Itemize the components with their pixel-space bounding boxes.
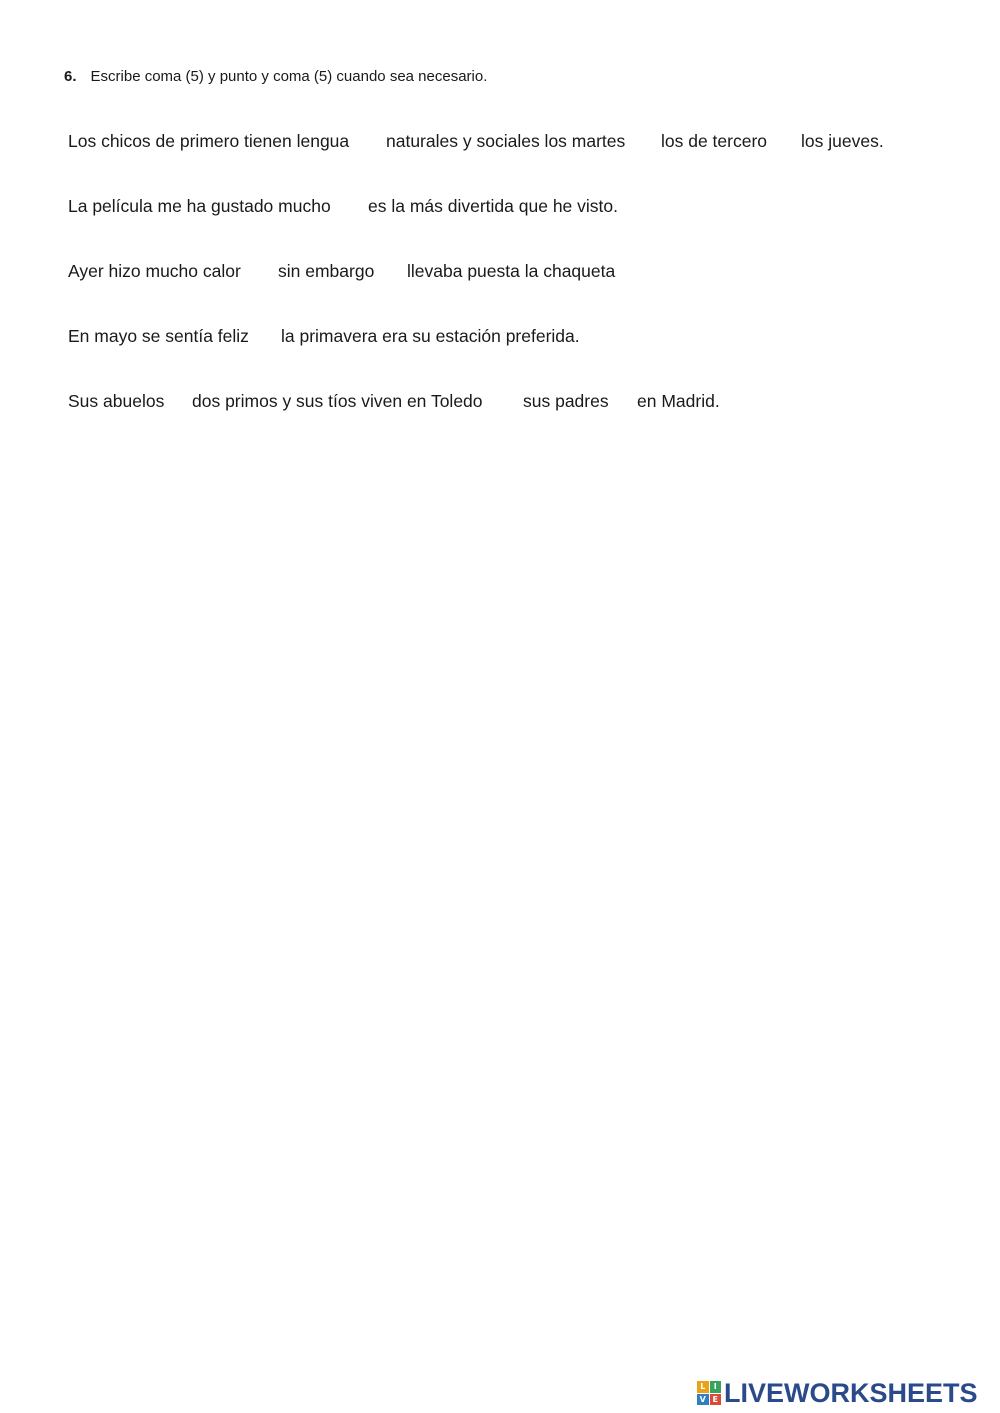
punctuation-blank[interactable] (254, 260, 276, 282)
sentence-segment: La película me ha gustado mucho (68, 196, 331, 216)
sentence-segment: la primavera era su estación preferida. (281, 326, 580, 346)
sentence-5 (68, 388, 968, 414)
punctuation-blank[interactable] (499, 390, 521, 412)
sentence-segment: sus padres (523, 391, 609, 411)
instruction (64, 66, 487, 88)
sentence-segment: Ayer hizo mucho calor (68, 261, 241, 281)
logo-letter: L (697, 1381, 709, 1393)
punctuation-blank[interactable] (344, 195, 366, 217)
sentence-segment: naturales y sociales los martes (386, 131, 626, 151)
sentence-1 (68, 128, 968, 154)
sentence-segment: es la más divertida que he visto. (368, 196, 618, 216)
sentence-segment: sin embargo (278, 261, 375, 281)
logo-letter: V (697, 1394, 709, 1406)
sentence-4 (68, 323, 968, 349)
sentence-segment: Sus abuelos (68, 391, 165, 411)
sentence-segment: En mayo se sentía feliz (68, 326, 249, 346)
sentence-segment: dos primos y sus tíos viven en Toledo (192, 391, 483, 411)
logo-letter: I (710, 1381, 722, 1393)
instruction-text: Escribe coma (5) y punto y coma (5) cuando sea necesario. (90, 68, 488, 85)
liveworksheets-brand (697, 1378, 978, 1408)
punctuation-blank[interactable] (638, 130, 660, 152)
punctuation-blank[interactable] (364, 130, 386, 152)
sentence-segment: Los chicos de primero tienen lengua (68, 131, 350, 151)
punctuation-blank[interactable] (168, 390, 190, 412)
liveworksheets-logo-icon (697, 1381, 721, 1405)
brand-name: LIVEWORKSHEETS (724, 1377, 978, 1408)
sentence-segment: los de tercero (661, 131, 768, 151)
sentence-segment: en Madrid. (637, 391, 720, 411)
sentence-segment: los jueves. (801, 131, 884, 151)
punctuation-blank[interactable] (382, 260, 404, 282)
sentence-segment: llevaba puesta la chaqueta (407, 261, 616, 281)
exercise-number: 6. (64, 68, 77, 85)
punctuation-blank[interactable] (778, 130, 800, 152)
punctuation-blank[interactable] (613, 390, 635, 412)
logo-letter: E (710, 1394, 722, 1406)
punctuation-blank[interactable] (257, 325, 279, 347)
sentence-2 (68, 193, 968, 219)
sentence-3 (68, 258, 968, 284)
